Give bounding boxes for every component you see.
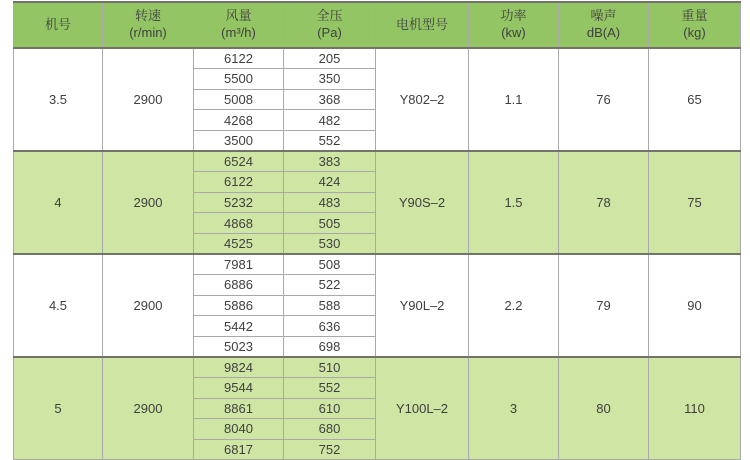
air-flow-cell: 9544 <box>194 378 284 399</box>
pressure-cell: 698 <box>284 336 376 357</box>
air-flow-cell: 9824 <box>194 357 284 378</box>
column-header-power-label: 功率 <box>500 8 527 24</box>
air-flow-cell: 5500 <box>194 69 284 90</box>
machine-no-cell: 4.5 <box>14 254 103 357</box>
power-cell: 3 <box>469 357 559 460</box>
column-header-motor-model-label: 电机型号 <box>395 16 448 32</box>
pressure-cell: 505 <box>284 213 376 234</box>
column-header-weight-label: 重量 <box>681 8 708 24</box>
pressure-cell: 383 <box>284 151 376 172</box>
column-header-noise <box>559 2 649 48</box>
motor-model-cell: Y100L–2 <box>376 357 469 460</box>
weight-cell: 75 <box>649 151 741 254</box>
speed-cell: 2900 <box>103 48 194 151</box>
air-flow-cell: 6817 <box>194 439 284 460</box>
pressure-cell: 508 <box>284 254 376 275</box>
column-header-speed-unit: (r/min) <box>129 25 167 40</box>
pressure-cell: 483 <box>284 192 376 213</box>
pressure-cell: 610 <box>284 398 376 419</box>
pressure-cell: 680 <box>284 419 376 440</box>
column-header-noise-unit: dB(A) <box>586 25 621 40</box>
power-cell: 1.1 <box>469 48 559 151</box>
air-flow-cell: 8040 <box>194 419 284 440</box>
pressure-cell: 510 <box>284 357 376 378</box>
power-cell: 1.5 <box>469 151 559 254</box>
weight-cell: 90 <box>649 254 741 357</box>
pressure-cell: 530 <box>284 233 376 254</box>
column-header-speed-label: 转速 <box>134 8 161 24</box>
column-header-noise-label: 噪声 <box>590 8 617 24</box>
power-cell: 2.2 <box>469 254 559 357</box>
noise-cell: 78 <box>559 151 649 254</box>
air-flow-cell: 5023 <box>194 336 284 357</box>
column-header-air-flow-label: 风量 <box>225 8 252 24</box>
pressure-cell: 588 <box>284 295 376 316</box>
column-header-power <box>469 2 559 48</box>
pressure-cell: 752 <box>284 439 376 460</box>
column-header-total-pressure <box>284 2 376 48</box>
speed-cell: 2900 <box>103 254 194 357</box>
air-flow-cell: 5886 <box>194 295 284 316</box>
air-flow-cell: 5442 <box>194 316 284 337</box>
motor-model-cell: Y90L–2 <box>376 254 469 357</box>
column-header-weight <box>649 2 741 48</box>
weight-cell: 65 <box>649 48 741 151</box>
motor-model-cell: Y802–2 <box>376 48 469 151</box>
pressure-cell: 636 <box>284 316 376 337</box>
column-header-weight-unit: (kg) <box>683 25 706 40</box>
motor-model-cell: Y90S–2 <box>376 151 469 254</box>
air-flow-cell: 4268 <box>194 110 284 131</box>
weight-cell: 110 <box>649 357 741 460</box>
air-flow-cell: 6524 <box>194 151 284 172</box>
air-flow-cell: 6122 <box>194 48 284 69</box>
pressure-cell: 482 <box>284 110 376 131</box>
air-flow-cell: 5008 <box>194 89 284 110</box>
air-flow-cell: 5232 <box>194 192 284 213</box>
column-header-air-flow-unit: (m³/h) <box>221 25 256 40</box>
column-header-machine-no-label: 机号 <box>44 16 71 32</box>
column-header-machine-no <box>14 2 103 48</box>
pressure-cell: 552 <box>284 130 376 151</box>
air-flow-cell: 8861 <box>194 398 284 419</box>
column-header-motor-model <box>376 2 469 48</box>
column-header-speed <box>103 2 194 48</box>
column-header-power-unit: (kw) <box>501 25 526 40</box>
table-row <box>14 357 741 378</box>
fan-spec-table <box>13 1 741 460</box>
pressure-cell: 368 <box>284 89 376 110</box>
table-row <box>14 254 741 275</box>
air-flow-cell: 4525 <box>194 233 284 254</box>
header-row <box>14 2 741 48</box>
noise-cell: 76 <box>559 48 649 151</box>
noise-cell: 79 <box>559 254 649 357</box>
air-flow-cell: 7981 <box>194 254 284 275</box>
pressure-cell: 350 <box>284 69 376 90</box>
air-flow-cell: 4868 <box>194 213 284 234</box>
column-header-total-pressure-unit: (Pa) <box>317 25 342 40</box>
speed-cell: 2900 <box>103 357 194 460</box>
air-flow-cell: 3500 <box>194 130 284 151</box>
machine-no-cell: 3.5 <box>14 48 103 151</box>
table-row <box>14 151 741 172</box>
machine-no-cell: 5 <box>14 357 103 460</box>
noise-cell: 80 <box>559 357 649 460</box>
column-header-air-flow <box>194 2 284 48</box>
pressure-cell: 552 <box>284 378 376 399</box>
speed-cell: 2900 <box>103 151 194 254</box>
air-flow-cell: 6886 <box>194 275 284 296</box>
pressure-cell: 522 <box>284 275 376 296</box>
table-row <box>14 48 741 69</box>
pressure-cell: 424 <box>284 172 376 193</box>
column-header-total-pressure-label: 全压 <box>316 8 343 24</box>
pressure-cell: 205 <box>284 48 376 69</box>
table-body <box>14 48 741 460</box>
machine-no-cell: 4 <box>14 151 103 254</box>
air-flow-cell: 6122 <box>194 172 284 193</box>
table-header <box>14 2 741 48</box>
